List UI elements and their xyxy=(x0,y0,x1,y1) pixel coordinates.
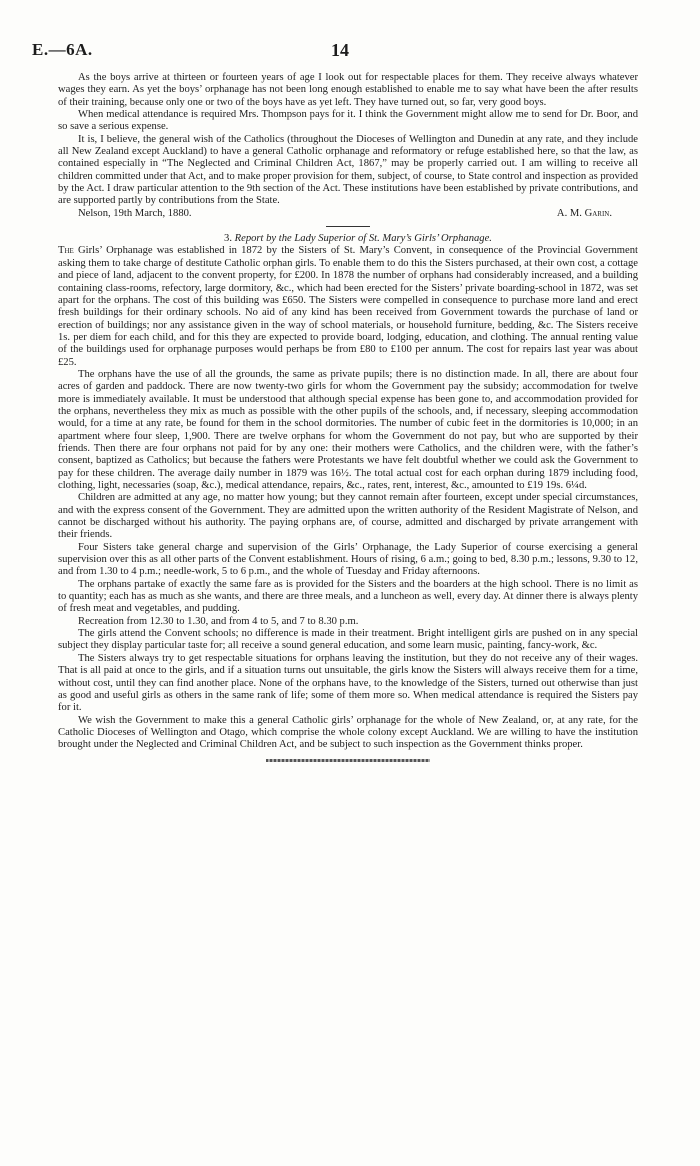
document-reference: E.—6A. xyxy=(32,40,93,59)
section-heading xyxy=(58,233,638,245)
paragraph: The girls attend the Convent schools; no difference is made in their treatment. Bright intelligent girls are pushed on in any special subject they display particular taste for; all receive a sound general education, and some learn music, painting, fancy-work, &c. xyxy=(58,628,638,652)
paragraph-text: Girls’ Orphanage was established in 1872 by the Sisters of St. Mary’s Convent, in consequence of the Provincial Government asking them to take charge of destitute Catholic orphan girls. To enable them to do this the Sisters purchased, at their own cost, a cottage and piece of land, adjacent to the convent property, for £200. In 1878 the number of orphans had considerably increased, and a building containing class-rooms, refectory, large dormitory, &c., which had been erected for the Sisters’ private boarding-school in 1872, was set apart for the orphans. The cost of this building was £650. The Sisters were compelled in consequence to purchase more land and erect fresh buildings for their ordinary schools. No aid of any kind has been received from Government towards the purchase of land or erection of buildings; nor any assistance given in the way of school materials, or household furniture, bedding, &c. The Sisters receive 1s. per diem for each child, and for this they are expected to provide board, lodging, education, and clothing. The annual renting value of the buildings used for orphanage purposes would perhaps be from £80 to £100 per annum. The cost for repairs last year was about £25. xyxy=(58,245,638,368)
paragraph: Four Sisters take general charge and supervision of the Girls’ Orphanage, the Lady Superior of course exercising a general supervision over this as all other parts of the Convent establishment. Hours of rising, 6 a.m.; going to bed, 8.30 p.m.; lessons, 9.30 to 12, and from 1.30 to 4 p.m.; needle-work, 5 to 6 p.m., and the whole of Tuesday and Friday afternoons. xyxy=(58,541,638,578)
paragraph: As the boys arrive at thirteen or fourteen years of age I look out for respectable places for them. They receive always whatever wages they earn. As yet the boys’ orphanage has not been long enough established to enable me to say what have been the after results of their training, because only one or two of the boys have as yet left. They have turned out, so far, very good boys. xyxy=(58,72,638,108)
paragraph: The Sisters always try to get respectable situations for orphans leaving the institution, but they do not receive any of their wages. That is all paid at once to the girls, and if a situation turns out unsuitable, the girls know the Sisters will always receive them for a time, without cost, until they can find another place. None of the orphans have, to the knowledge of the Sisters, turned out otherwise than just as good and useful girls as others in the same rank of life; some of them more so. When medical attendance is required the Sisters pay for it. xyxy=(58,652,638,714)
paragraph: It is, I believe, the general wish of the Catholics (throughout the Dioceses of Wellington and Dunedin at any rate, and they include all New Zealand except Auckland) to have a general Catholic orphanage and reformatory or refuge established here, so that the law, as contained especially in “The Neglected and Criminal Children Act, 1867,” may be properly carried out. I am willing to receive all children committed under that Act, and to make proper provision for them, subject, of course, to State control and inspection as provided by the Act. I draw particular attention to the 9th section of the Act. These institutions have been established by private contributions, and are supported partly by contributions from the State. xyxy=(58,133,638,207)
paragraph: The orphans partake of exactly the same fare as is provided for the Sisters and the boarders at the high school. There is no limit as to quantity; each has as much as she wants, and there are three meals, and a luncheon as well, every day. At dinner there is always plenty of fresh meat and vegetables, and pudding. xyxy=(58,578,638,615)
page-number: 14 xyxy=(331,40,349,60)
lead-word: The xyxy=(58,245,74,257)
signature-line xyxy=(58,208,638,220)
paragraph: When medical attendance is required Mrs. Thompson pays for it. I think the Government might allow me to send for Dr. Boor, and so save a serious expense. xyxy=(58,109,638,133)
paragraph: The orphans have the use of all the grounds, the same as private pupils; there is no distinction made. In all, there are about four acres of garden and paddock. There are now twenty-two girls for whom the Government pay the subsidy; accommodation for twelve more is immediately available. It must be understood that although special expense has been gone to, and accommodation provided for the orphans, nevertheless they mix as much as possible with the other pupils of the schools, and, if necessary, sleeping accommodation would, for a time at any rate, be found for them in the school dormitories. The number of cubic feet in the dormitories is 10,000; in an apartment where four sleep, 1,900. There are twelve orphans for whom the Government do not pay, but who are supported by their friends. Then there are four orphans not paid for by any one: their mothers were Catholics, and the children were, with the father’s consent, baptized as Catholics; but because the fathers were Protestants we have felt doubtful whether we could ask the Government to pay for these children. The average daily number in 1879 was 16½. The total actual cost for each orphan during 1879 including food, clothing, light, necessaries (soap, &c.), medical attendance, repairs, &c., rates, rent, interest, &c., amounted to £19 19s. 6¼d. xyxy=(58,368,638,491)
signature-name: A. M. Garin. xyxy=(556,207,612,219)
document-body xyxy=(58,72,638,762)
signature-place-date: Nelson, 19th March, 1880. xyxy=(78,207,192,219)
section-title: Report by the Lady Superior of St. Mary’s Girls’ Orphanage. xyxy=(234,233,492,245)
end-divider xyxy=(266,759,430,762)
paragraph: We wish the Government to make this a general Catholic girls’ orphanage for the whole of New Zealand, or, at any rate, for the Catholic Dioceses of Wellington and Otago, which comprise the whole colony except Auckland. We are willing to have the institution brought under the Neglected and Criminal Children Act, and be subject to such inspection as the Government thinks proper. xyxy=(58,714,638,751)
paragraph: Recreation from 12.30 to 1.30, and from 4 to 5, and 7 to 8.30 p.m. xyxy=(78,615,359,627)
paragraph: Children are admitted at any age, no matter how young; but they cannot remain after fourteen, except under special circumstances, and with the express consent of the Government. They are admitted upon the written authority of the Resident Magistrate of Nelson, and cannot be discharged without his authority. The paying orphans are, of course, admitted and discharged by private arrangement with their friends. xyxy=(58,492,638,541)
section-number: 3. xyxy=(224,233,232,245)
paragraph xyxy=(58,245,638,368)
section-divider xyxy=(326,226,370,227)
